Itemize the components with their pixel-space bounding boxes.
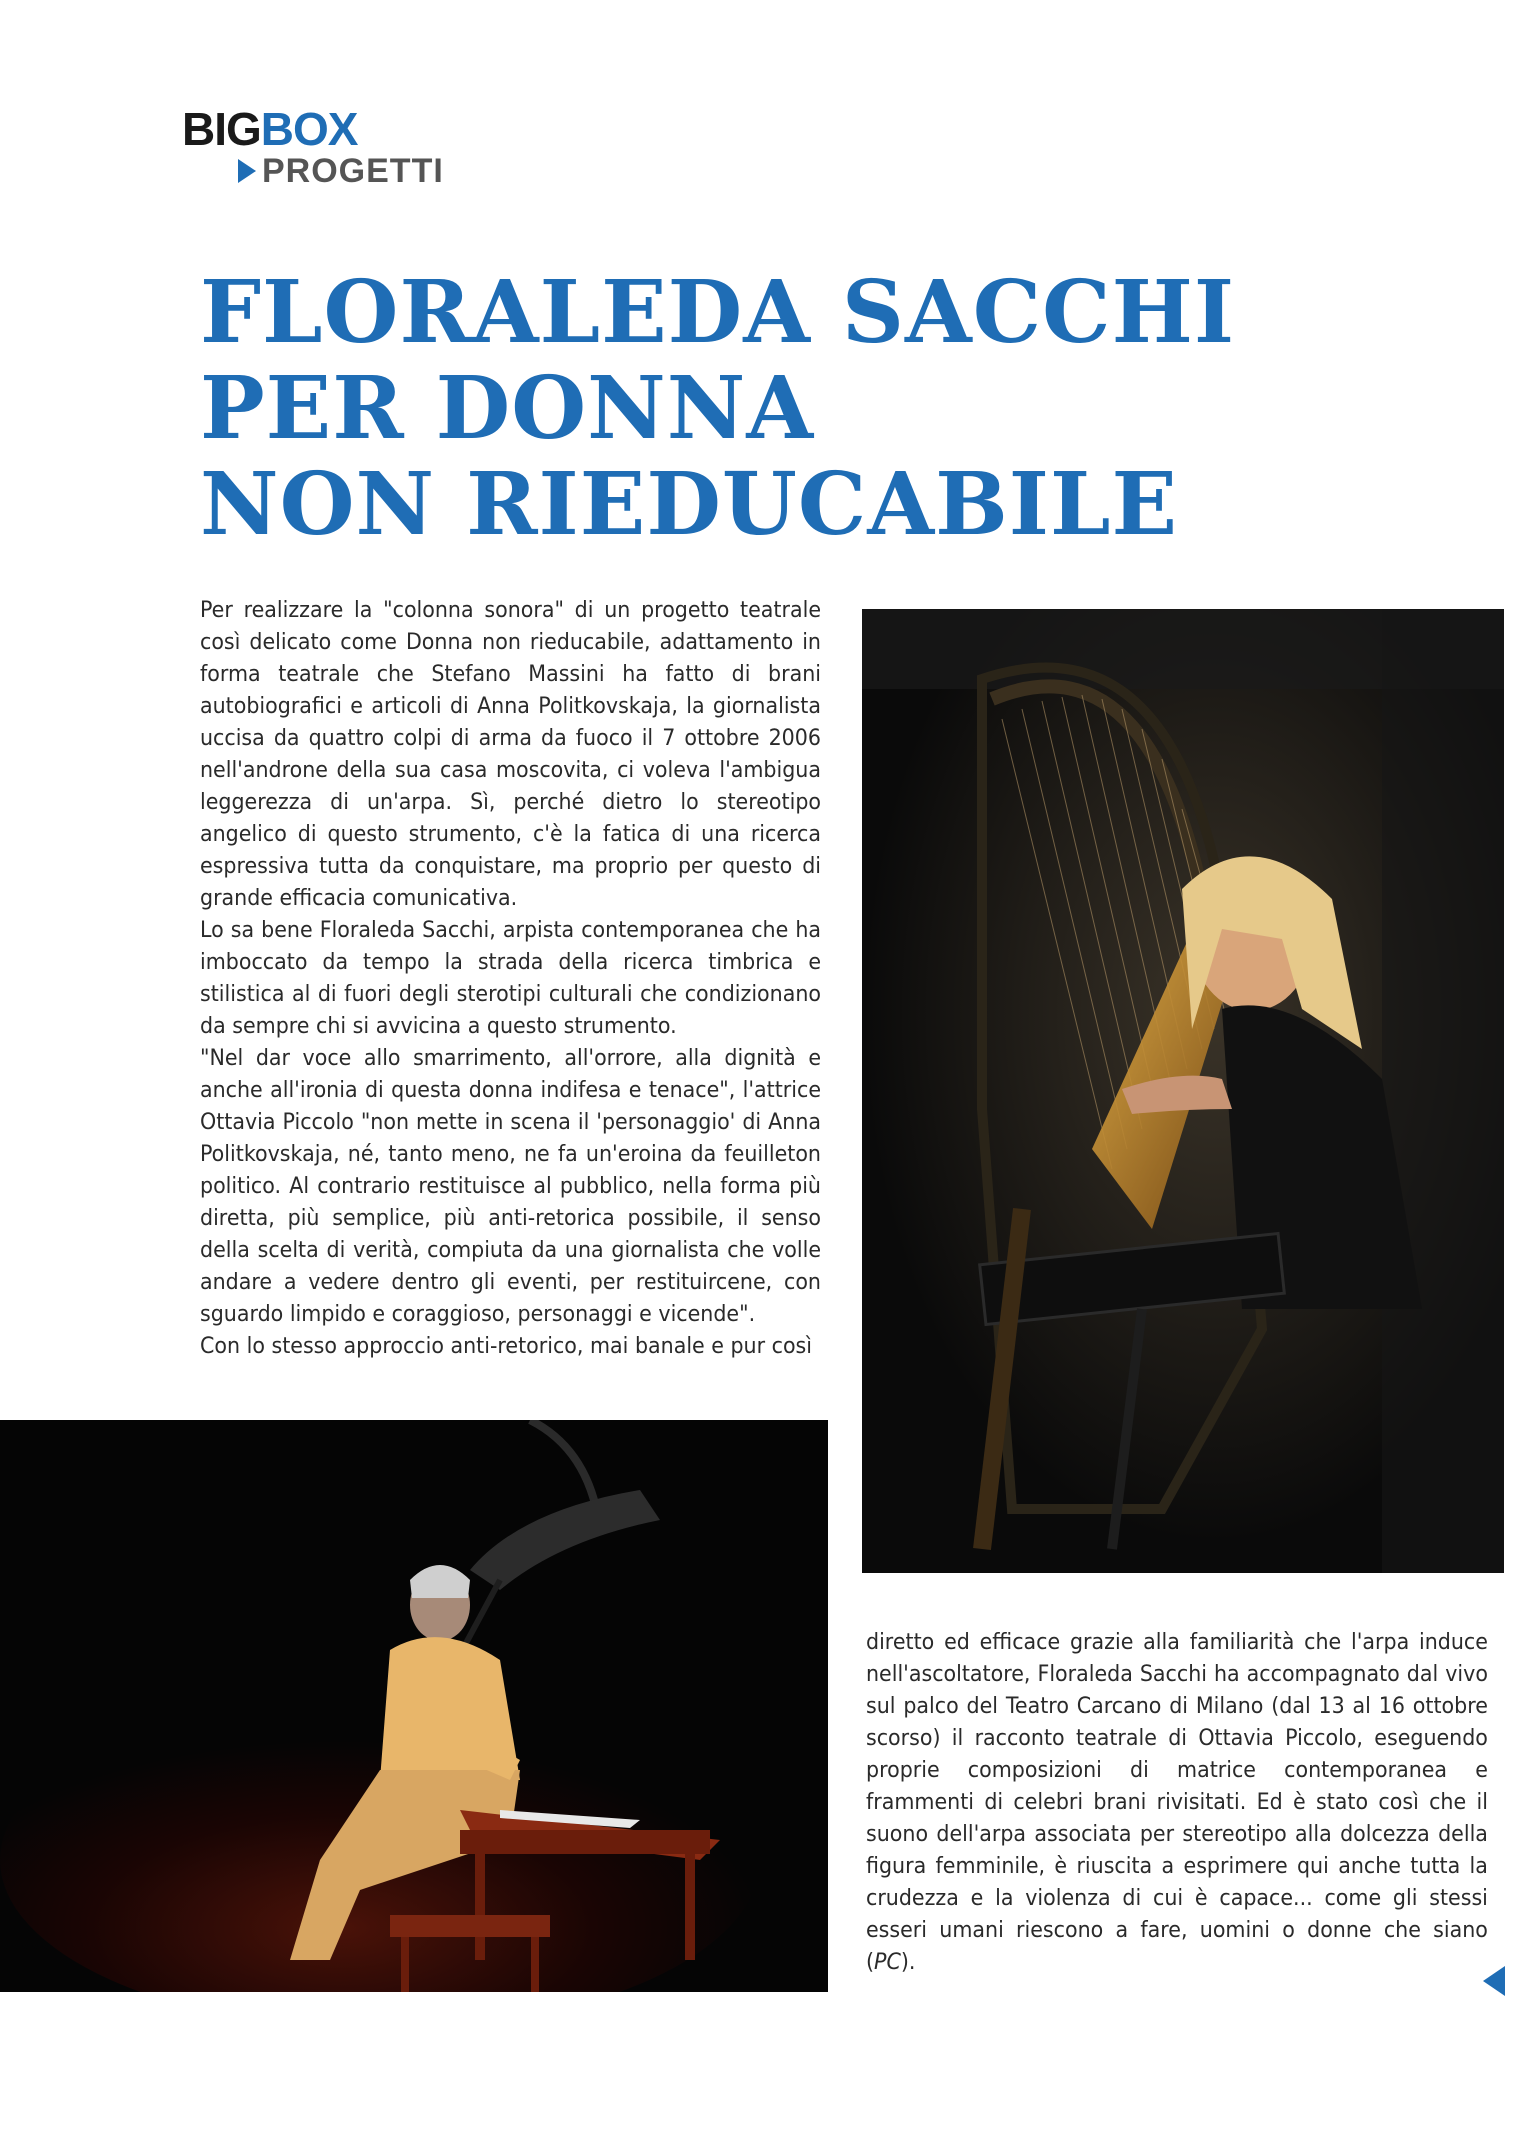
paragraph [866, 1626, 1488, 1978]
column2-text: diretto ed efficace grazie alla familiarità che l'arpa induce nell'ascoltatore, Floraleda Sacchi ha accompagnato dal vivo sul palco del Teatro Carcano di Milano (dal 13 al 16 ottobre scorso) il racconto teatrale di Ottavia Piccolo, eseguendo proprie composizioni di matrice contemporanea e frammenti di celebri brani rivisitati. Ed è stato così che il suono dell'arpa associata per stereotipo alla dolcezza della figura femminile, è riuscita a esprimere qui anche tutta la crudezza e la violenza di cui è capace... come gli stessi esseri umani riescono a fare, uomini o donne che siano ( [866, 1629, 1488, 1975]
harpist-photo [862, 609, 1504, 1573]
column2-end: ). [900, 1949, 916, 1975]
article-column-1 [200, 594, 821, 1362]
paragraph: "Nel dar voce allo smarrimento, all'orrore, alla dignità e anche all'ironia di questa donna indifesa e tenace", l'attrice Ottavia Piccolo "non mette in scena il 'personaggio' di Anna Politkovskaja, né, tanto meno, ne fa un'eroina da feuilleton politico. Al contrario restituisce al pubblico, nella forma più diretta, più semplice, più anti-retorica possibile, il senso della scelta di verità, compiuta da una giornalista che volle andare a vedere dentro gli eventi, per restituircene, con sguardo limpido e coraggioso, personaggi e vicende". [200, 1045, 821, 1327]
harpist-illustration [862, 609, 1504, 1573]
headline-line: NON RIEDUCABILE [200, 454, 1179, 555]
paragraph: Lo sa bene Floraleda Sacchi, arpista contemporanea che ha imboccato da tempo la strada della ricerca timbrica e stilistica al di fuori degli sterotipi culturali che condizionano da sempre chi si avvicina a questo strumento. [200, 917, 821, 1039]
play-triangle-icon [238, 159, 256, 183]
article-headline [200, 262, 1236, 555]
logo-box: BOX [260, 103, 358, 155]
stage-illustration [0, 1420, 828, 1992]
paragraph: Con lo stesso approccio anti-retorico, mai banale e pur così [200, 1333, 813, 1359]
article-column-2 [866, 1626, 1488, 1978]
section-label [238, 154, 444, 188]
headline-line: PER DONNA [200, 358, 815, 459]
paragraph: Per realizzare la "colonna sonora" di un progetto teatrale così delicato come Donna non rieducabile, adattamento in forma teatrale che Stefano Massini ha fatto di brani autobiografici e articoli di Anna Politkovskaja, la giornalista uccisa da quattro colpi di arma da fuoco il 7 ottobre 2006 nell'androne della sua casa moscovita, ci voleva l'ambigua leggerezza di un'arpa. Sì, perché dietro lo stereotipo angelico di questo strumento, c'è la fatica di una ricerca espressiva tutta da conquistare, ma proprio per questo di grande efficacia comunicativa. [200, 597, 821, 911]
section-name: PROGETTI [262, 152, 444, 190]
headline-line: FLORALEDA SACCHI [200, 262, 1236, 363]
logo-big: BIG [182, 103, 261, 155]
author-signature: PC [874, 1949, 901, 1975]
logo-wordmark [182, 103, 444, 155]
stage-performance-photo [0, 1420, 828, 1992]
page-back-arrow-icon[interactable] [1483, 1966, 1505, 1996]
bigbox-logo [182, 103, 444, 190]
